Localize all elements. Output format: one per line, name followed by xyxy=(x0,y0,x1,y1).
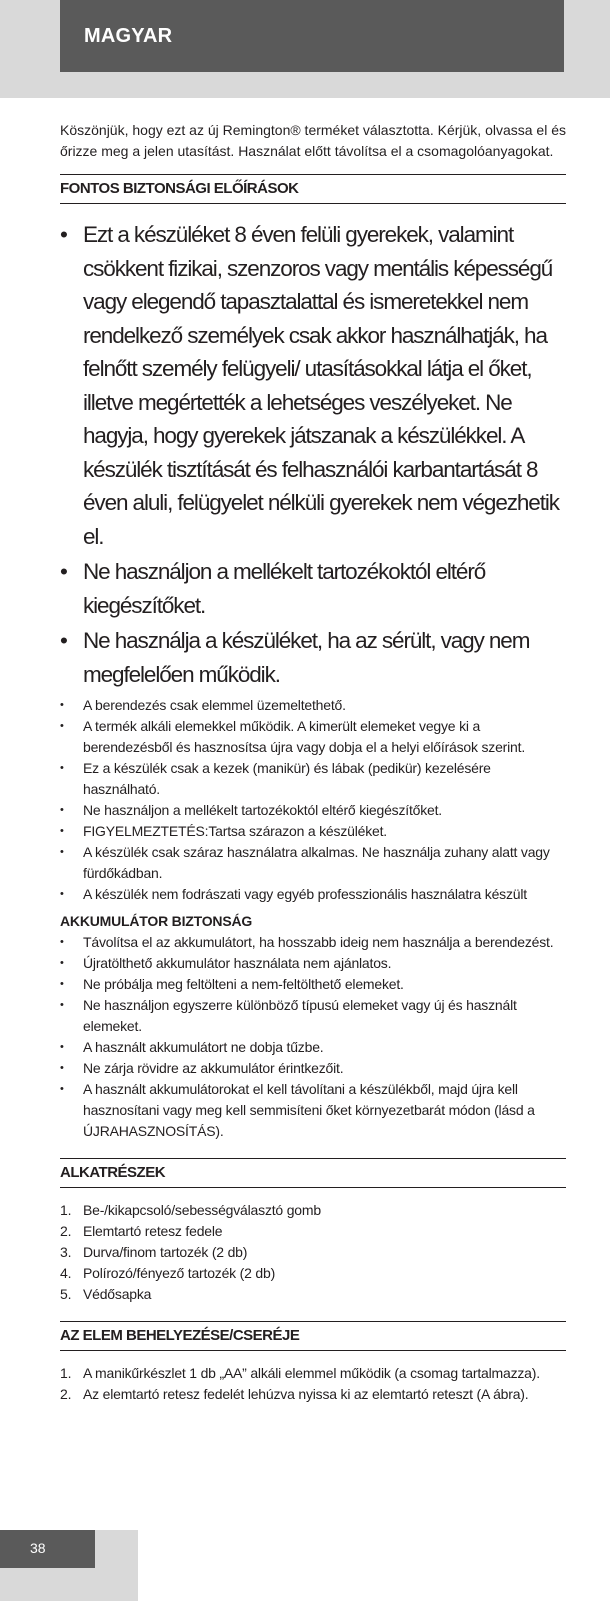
language-bar xyxy=(60,0,564,72)
insert-heading: AZ ELEM BEHELYEZÉSE/CSERÉJE xyxy=(60,1321,566,1351)
item-text: Polírozó/fényező tartozék (2 db) xyxy=(83,1265,276,1281)
list-item xyxy=(60,1363,566,1384)
list-item xyxy=(60,1384,566,1405)
list-item: • A termék alkáli elemekkel működik. A kimerült elemeket vegye ki a berendezésből és hasznosítsa újra vagy dobja el a helyi előírások szerint. xyxy=(60,716,566,758)
item-text: Elemtartó retesz fedele xyxy=(83,1223,223,1239)
parts-list xyxy=(60,1200,566,1305)
list-item xyxy=(60,1200,566,1221)
item-number: 5. xyxy=(60,1286,72,1302)
list-item xyxy=(60,1284,566,1305)
item-number: 1. xyxy=(60,1202,72,1218)
list-item xyxy=(60,1242,566,1263)
parts-heading: ALKATRÉSZEK xyxy=(60,1158,566,1188)
list-item: • A készülék nem fodrászati vagy egyéb professzionális használatra készült xyxy=(60,884,566,905)
safety-small-list xyxy=(60,695,566,905)
safety-heading: FONTOS BIZTONSÁGI ELŐÍRÁSOK xyxy=(60,174,566,204)
footer-band xyxy=(0,1530,138,1601)
list-item: • A berendezés csak elemmel üzemeltethető. xyxy=(60,695,566,716)
list-item: • Távolítsa el az akkumulátort, ha hosszabb ideig nem használja a berendezést. xyxy=(60,932,566,953)
list-item: • A használt akkumulátort ne dobja tűzbe. xyxy=(60,1037,566,1058)
list-item: • Ne használja a készüléket, ha az sérült, vagy nem megfelelően működik. xyxy=(60,624,566,691)
item-number: 2. xyxy=(60,1386,72,1402)
item-text: Az elemtartó retesz fedelét lehúzva nyissa ki az elemtartó reteszt (A ábra). xyxy=(83,1386,529,1402)
item-number: 2. xyxy=(60,1223,72,1239)
list-item: • Újratölthető akkumulátor használata nem ajánlatos. xyxy=(60,953,566,974)
item-text: Durva/finom tartozék (2 db) xyxy=(83,1244,248,1260)
item-number: 1. xyxy=(60,1365,72,1381)
list-item xyxy=(60,1221,566,1242)
list-item: • Ne zárja rövidre az akkumulátor érintkezőit. xyxy=(60,1058,566,1079)
item-text: A manikűrkészlet 1 db „AA” alkáli elemmel működik (a csomag tartalmazza). xyxy=(83,1365,540,1381)
list-item: • A készülék csak száraz használatra alkalmas. Ne használja zuhany alatt vagy fürdőkádban. xyxy=(60,842,566,884)
list-item: • Ez a készülék csak a kezek (manikür) és lábak (pedikür) kezelésére használható. xyxy=(60,758,566,800)
page-number-box xyxy=(0,1530,95,1568)
battery-list xyxy=(60,932,566,1142)
item-text: Be-/kikapcsoló/sebességválasztó gomb xyxy=(83,1202,321,1218)
header-band xyxy=(0,0,610,98)
item-number: 4. xyxy=(60,1265,72,1281)
insert-steps-list xyxy=(60,1363,566,1405)
battery-heading: AKKUMULÁTOR BIZTONSÁG xyxy=(60,913,253,929)
list-item: • A használt akkumulátorokat el kell távolítani a készülékből, majd újra kell hasznosítani vagy meg kell semmisíteni őket környezetbarát módon (lásd a ÚJRAHASZNOSÍTÁS). xyxy=(60,1079,566,1142)
list-item: • Ne használjon a mellékelt tartozékoktól eltérő kiegészítőket. xyxy=(60,800,566,821)
list-item xyxy=(60,1263,566,1284)
manual-content xyxy=(60,120,566,1405)
safety-big-list xyxy=(60,218,566,691)
list-item: • Ne használjon egyszerre különböző típusú elemeket vagy új és használt elemeket. xyxy=(60,995,566,1037)
item-text: Védősapka xyxy=(83,1286,152,1302)
item-number: 3. xyxy=(60,1244,72,1260)
page-number: 38 xyxy=(30,1540,46,1556)
language-label: MAGYAR xyxy=(84,25,173,47)
list-item: • FIGYELMEZTETÉS:Tartsa szárazon a készüléket. xyxy=(60,821,566,842)
intro-text: Köszönjük, hogy ezt az új Remington® terméket választotta. Kérjük, olvassa el és őrizze meg a jelen utasítást. Használat előtt távolítsa el a csomagolóanyagokat. xyxy=(60,122,567,159)
list-item: • Ezt a készüléket 8 éven felüli gyerekek, valamint csökkent fizikai, szenzoros vagy mentális képességű vagy elegendő tapasztalattal és ismeretekkel nem rendelkező személyek csak akkor használhatják, ha felnőtt személy felügyeli/ utasításokkal látja el őket, illetve megértették a lehetséges veszélyeket. Ne hagyja, hogy gyerekek játszanak a készülékkel. A készülék tisztítását és felhasználói karbantartását 8 éven aluli, felügyelet nélküli gyerekek nem végezhetik el. xyxy=(60,218,566,553)
list-item: • Ne próbálja meg feltölteni a nem-feltölthető elemeket. xyxy=(60,974,566,995)
list-item: • Ne használjon a mellékelt tartozékoktól eltérő kiegészítőket. xyxy=(60,555,566,622)
